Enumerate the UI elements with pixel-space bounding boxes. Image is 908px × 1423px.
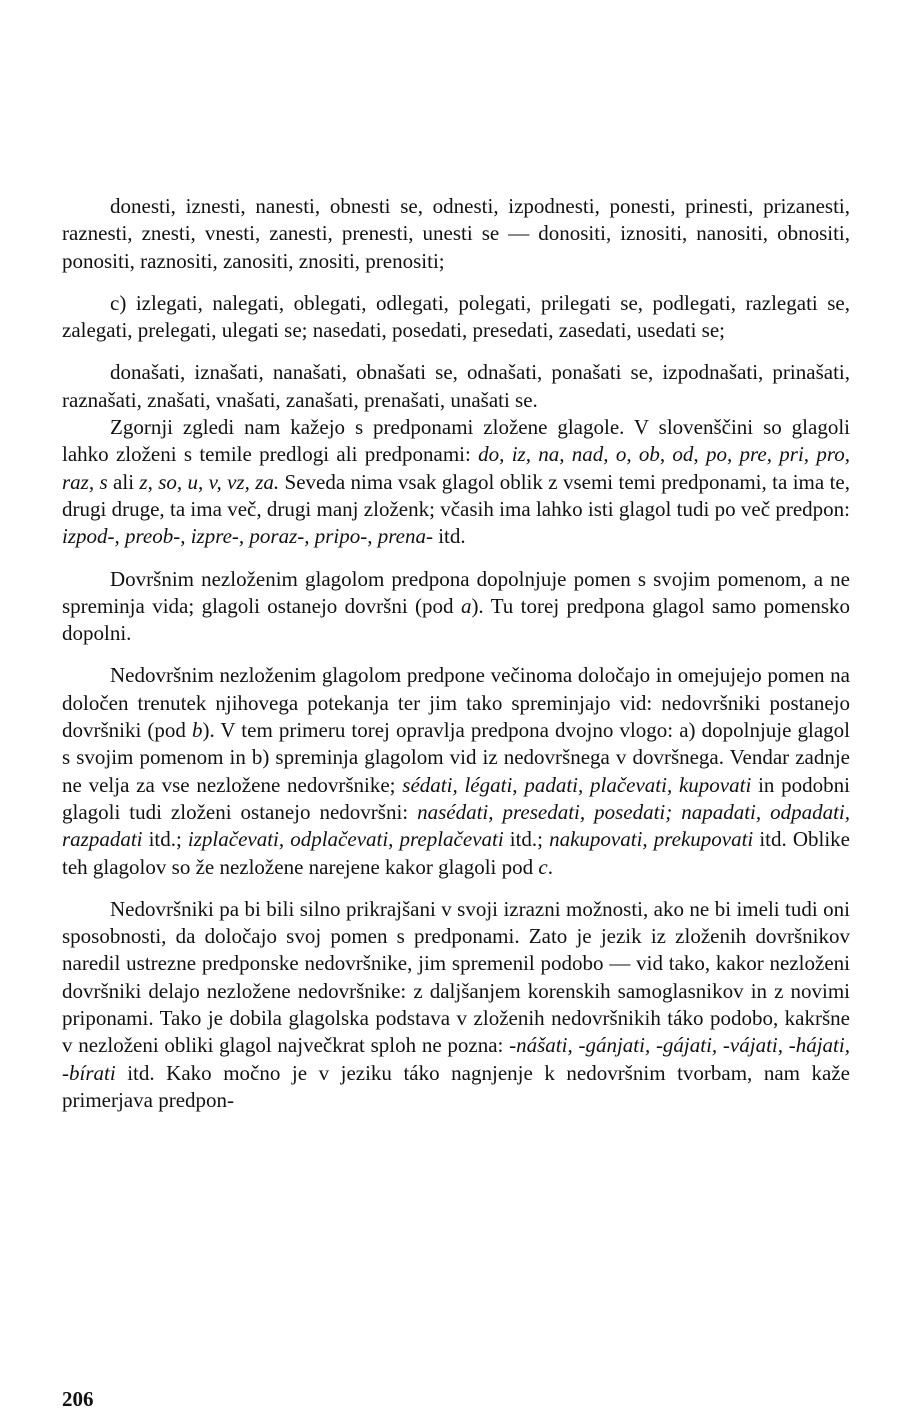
paragraph-1: donesti, iznesti, nanesti, obnesti se, odnesti, izpodnesti, ponesti, prinesti, prizanesti, raznesti, znesti, vnesti, zanesti, prenesti, unesti se — donositi, iznositi, nanositi, obnositi, ponositi, raznositi, zanositi, znositi, prenositi; bbox=[62, 194, 850, 273]
paragraph-3: donašati, iznašati, nanašati, obnašati se, odnašati, ponašati se, izpodnašati, prinašati, raznašati, znašati, vnašati, zanašati, prenašati, unašati se. bbox=[62, 360, 850, 412]
paragraph-7: Nedovršniki pa bi bili silno prikrajšani v svoji izrazni možnosti, ako ne bi imeli tudi oni sposobnosti, da določajo svoj pomen s predponami. Zato je jezik iz zloženih dovršnikov naredil ustrezne predponske nedovršnike, jim spremenil podobo — vid tako, kakor nezloženi dovršniki delajo nezložene nedovršnike: z daljšanjem korenskih samoglasnikov in z novimi priponami. Tako je dobila glagolska podstava v zloženih nedovršnikih táko podobo, kakršne v nezloženi obliki glagol največkrat sploh ne pozna: -nášati, -gánjati, -gájati, -vájati, -hájati, -bírati itd. Kako močno je v jeziku táko nagnjenje k nedovršnim tvorbam, nam kaže primerjava predpon- bbox=[62, 896, 850, 1112]
paragraph-4: Zgornji zgledi nam kažejo s predponami zložene glagole. V slovenščini so glagoli lahko zloženi s temile predlogi ali predponami: do, iz, na, nad, o, ob, od, po, pre, pri, pro, raz, s ali z, so, u, v, vz, za. Seveda nima vsak glagol oblik z vsemi temi predponami, ta ima te, drugi druge, ta ima več, drugi manj zloženk; včasih ima lahko isti glagol tudi po več predpon: izpod-, preob-, izpre-, poraz-, pripo-, prena- itd. bbox=[62, 415, 850, 549]
paragraph-5: Dovršnim nezloženim glagolom predpona dopolnjuje pomen s svojim pomenom, a ne spreminja vida; glagoli ostanejo dovršni (pod a). Tu torej predpona glagol samo pomensko dopolni. bbox=[62, 566, 850, 646]
paragraph-2: c) izlegati, nalegati, oblegati, odlegati, polegati, prilegati se, podlegati, razlegati se, zalegati, prelegati, ulegati se; nasedati, posedati, presedati, zasedati, usedati se; bbox=[62, 290, 850, 343]
paragraph-6: Nedovršnim nezloženim glagolom predpone večinoma določajo in omejujejo pomen na določen trenutek njihovega potekanja ter jim tako spreminjajo vid: nedovršniki postanejo dovršniki (pod b). V tem primeru torej opravlja predpona dvojno vlogo: a) dopolnjuje glagol s svojim pomenom in b) spreminja glagolom vid iz nedovršnega v dovršnega. Vendar zadnje ne velja za vse nezložene nedovršnike; sédati, légati, padati, plačevati, kupovati in podobni glagoli tudi zloženi ostanejo nedovršni: nasédati, presedati, posedati; napadati, odpadati, razpadati itd.; izplačevati, odplačevati, preplačevati itd.; nakupovati, prekupovati itd. Oblike teh glagolov so že nezložene narejene kakor glagoli pod c. bbox=[62, 663, 851, 879]
page-text-block bbox=[62, 193, 850, 1114]
page-number: 206 bbox=[62, 1387, 94, 1411]
